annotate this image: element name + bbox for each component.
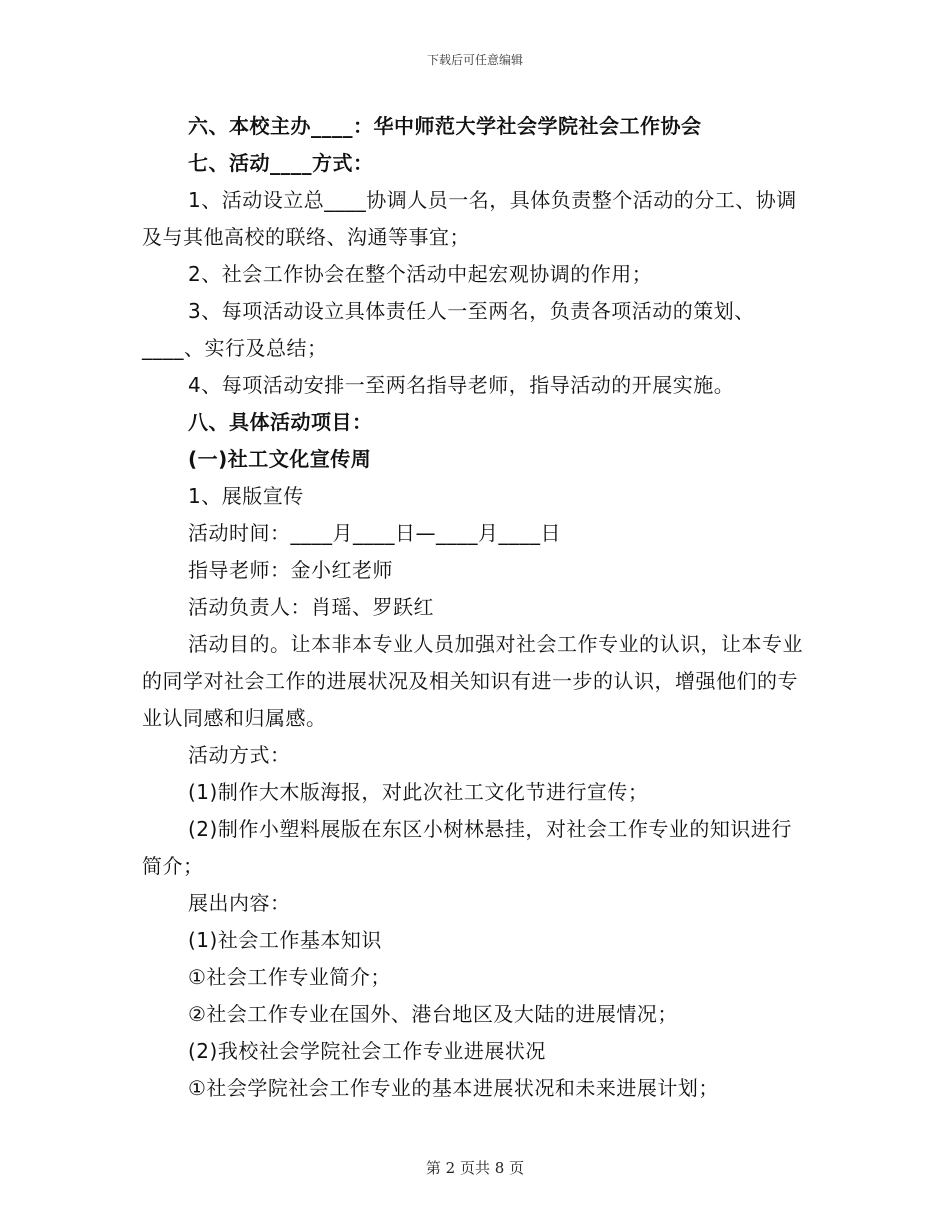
section-heading-7: 七、活动____方式： [188, 151, 374, 175]
paragraph: ①社会学院社会工作专业的基本进展状况和未来进展计划； [188, 1076, 719, 1100]
paragraph: 4、每项活动安排一至两名指导老师，指导活动的开展实施。 [188, 373, 735, 397]
paragraph: 2、社会工作协会在整个活动中起宏观协调的作用； [188, 262, 653, 286]
paragraph: ②社会工作专业在国外、港台地区及大陆的进展情况； [188, 1002, 678, 1026]
paragraph: 展出内容： [188, 891, 291, 915]
paragraph: (1)制作大木版海报，对此次社工文化节进行宣传； [188, 780, 649, 804]
paragraph: 指导老师：金小红老师 [188, 558, 393, 582]
section-heading-6: 六、本校主办____：华中师范大学社会学院社会工作协会 [188, 114, 702, 138]
paragraph: ①社会工作专业简介； [188, 965, 391, 989]
paragraph: 活动目的。让本非本专业人员加强对社会工作专业的认识，让本专业的同学对社会工作的进展状况及相关知识有进一步的认识，增强他们的专业认同感和归属感。 [142, 632, 803, 730]
document-body [142, 108, 812, 1107]
paragraph: 3、每项活动设立具体责任人一至两名，负责各项活动的策划、____、实行及总结； [142, 299, 755, 360]
paragraph: 1、活动设立总____协调人员一名，具体负责整个活动的分工、协调及与其他高校的联络、沟通等事宜； [142, 188, 797, 249]
paragraph: 1、展版宣传 [188, 484, 304, 508]
paragraph: 活动时间：____月____日—____月____日 [188, 521, 561, 545]
paragraph: (2)制作小塑料展版在东区小树林悬挂，对社会工作专业的知识进行简介； [142, 817, 792, 878]
page-header: 下载后可任意编辑 [426, 53, 523, 67]
section-heading-8: 八、具体活动项目： [188, 410, 373, 434]
paragraph: (2)我校社会学院社会工作专业进展状况 [188, 1039, 546, 1063]
subsection-heading: (一)社工文化宣传周 [188, 447, 372, 471]
paragraph: 活动负责人：肖瑶、罗跃红 [188, 595, 434, 619]
page-footer: 第 2 页共 8 页 [425, 1159, 525, 1177]
paragraph: (1)社会工作基本知识 [188, 928, 382, 952]
paragraph: 活动方式： [188, 743, 291, 767]
